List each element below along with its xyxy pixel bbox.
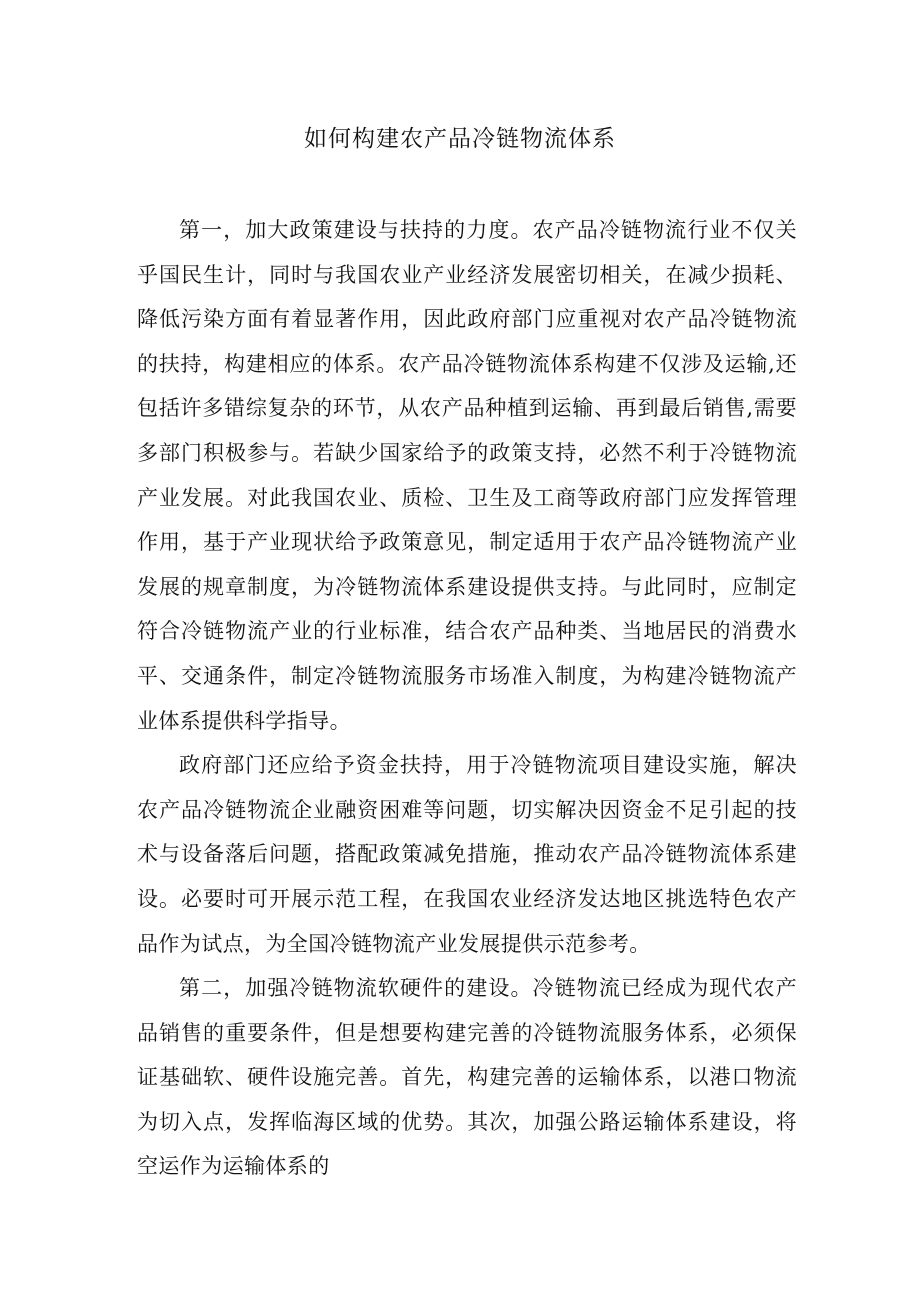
paragraph-2: 政府部门还应给予资金扶持，用于冷链物流项目建设实施，解决农产品冷链物流企业融资困难等问题，切实解决因资金不足引起的技术与设备落后问题，搭配政策减免措施，推动农产品冷链物流体系建设。必要时可开展示范工程，在我国农业经济发达地区挑选特色农产品作为试点，为全国冷链物流产业发展提供示范参考。 xyxy=(137,753,797,956)
paragraph-1: 第一，加大政策建设与扶持的力度。农产品冷链物流行业不仅关乎国民生计，同时与我国农业产业经济发展密切相关，在减少损耗、降低污染方面有着显著作用，因此政府部门应重视对农产品冷链物流的扶持，构建相应的体系。农产品冷链物流体系构建不仅涉及运输,还包括许多错综复杂的环节，从农产品种植到运输、再到最后销售,需要多部门积极参与。若缺少国家给予的政策支持，必然不利于冷链物流产业发展。对此我国农业、质检、卫生及工商等政府部门应发挥管理作用，基于产业现状给予政策意见，制定适用于农产品冷链物流产业发展的规章制度，为冷链物流体系建设提供支持。与此同时，应制定符合冷链物流产业的行业标准，结合农产品种类、当地居民的消费水平、交通条件，制定冷链物流服务市场准入制度，为构建冷链物流产业体系提供科学指导。 xyxy=(137,218,797,733)
document-title: 如何构建农产品冷链物流体系 xyxy=(304,126,616,152)
document-body xyxy=(137,208,797,1189)
paragraph-3: 第二，加强冷链物流软硬件的建设。冷链物流已经成为现代农产品销售的重要条件，但是想要构建完善的冷链物流服务体系，必须保证基础软、硬件设施完善。首先，构建完善的运输体系，以港口物流为切入点，发挥临海区域的优势。其次，加强公路运输体系建设，将空运作为运输体系的 xyxy=(137,976,797,1179)
